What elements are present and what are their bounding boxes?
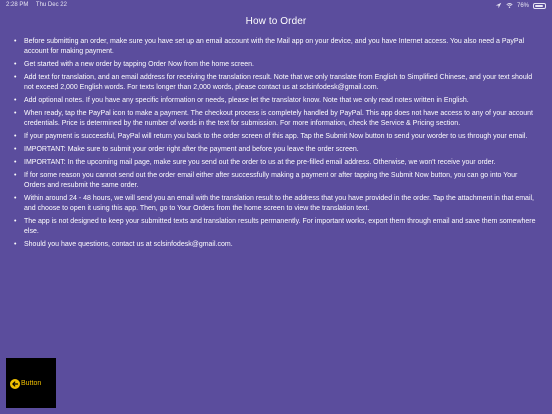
instruction-item: • Add text for translation, and an email address for receiving the translation result. Note that we only translate from English to Simplified Chinese, and your text should not exceed 2,000 English words. For texts longer than 2,000 words, please contact us at sclsinfodesk@gmail.com. xyxy=(12,73,540,93)
instruction-item: • Before submitting an order, make sure you have set up an email account with the Mail app on your device, and you have Internet access. You also need a PayPal account for making payment. xyxy=(12,37,540,57)
instructions-list xyxy=(12,37,540,253)
status-bar xyxy=(0,0,552,11)
battery-icon xyxy=(533,3,546,9)
location-icon xyxy=(495,2,502,9)
back-arrow-icon xyxy=(10,379,20,389)
instruction-item: • IMPORTANT: In the upcoming mail page, make sure you send out the order to us at the pre-filled email address. Otherwise, we won't receive your order. xyxy=(12,158,540,168)
instruction-item: • IMPORTANT: Make sure to submit your order right after the payment and before you leave the order screen. xyxy=(12,145,540,155)
back-button[interactable] xyxy=(10,378,41,389)
instruction-item: • Get started with a new order by tapping Order Now from the home screen. xyxy=(12,60,540,70)
status-time: 2:28 PM xyxy=(6,2,29,8)
battery-fill xyxy=(535,5,543,7)
page-title: How to Order xyxy=(245,16,307,27)
instruction-item: • If your payment is successful, PayPal will return you back to the order screen of this app. Tap the Submit Now button to send your worder to us through your email. xyxy=(12,132,540,142)
status-date: Thu Dec 22 xyxy=(35,2,67,8)
instruction-item: • The app is not designed to keep your submitted texts and translation results permanently. For important works, export them through email and save them somewhere else. xyxy=(12,217,540,237)
back-button-panel xyxy=(6,358,56,408)
status-left xyxy=(6,2,73,8)
back-button-label: Button xyxy=(21,380,42,387)
wifi-icon xyxy=(506,2,513,9)
instruction-item: • If for some reason you cannot send out the order email either after successfully making a payment or after tapping the Submit Now button, you can go into Your Orders and resubmit the same order. xyxy=(12,171,540,191)
instruction-item: • When ready, tap the PayPal icon to make a payment. The checkout process is completely handled by PayPal. This app does not have access to any of your account credentials. Price is determined by the number of words in the text for submission. For more information, check the Service & Pricing section. xyxy=(12,109,540,129)
instruction-item: • Within around 24 - 48 hours, we will send you an email with the translation result to the address that you have provided in the order. Tap the attachment in that email, and choose to open it using this app. Then, go to Your Orders from the home screen to view the translation text. xyxy=(12,194,540,214)
status-right xyxy=(495,2,546,9)
instruction-item: • Add optional notes. If you have any specific information or needs, please let the translator know. Note that we only read notes written in English. xyxy=(12,96,540,106)
battery-percent: 76% xyxy=(516,2,529,9)
instruction-item: • Should you have questions, contact us at sclsinfodesk@gmail.com. xyxy=(12,240,540,250)
